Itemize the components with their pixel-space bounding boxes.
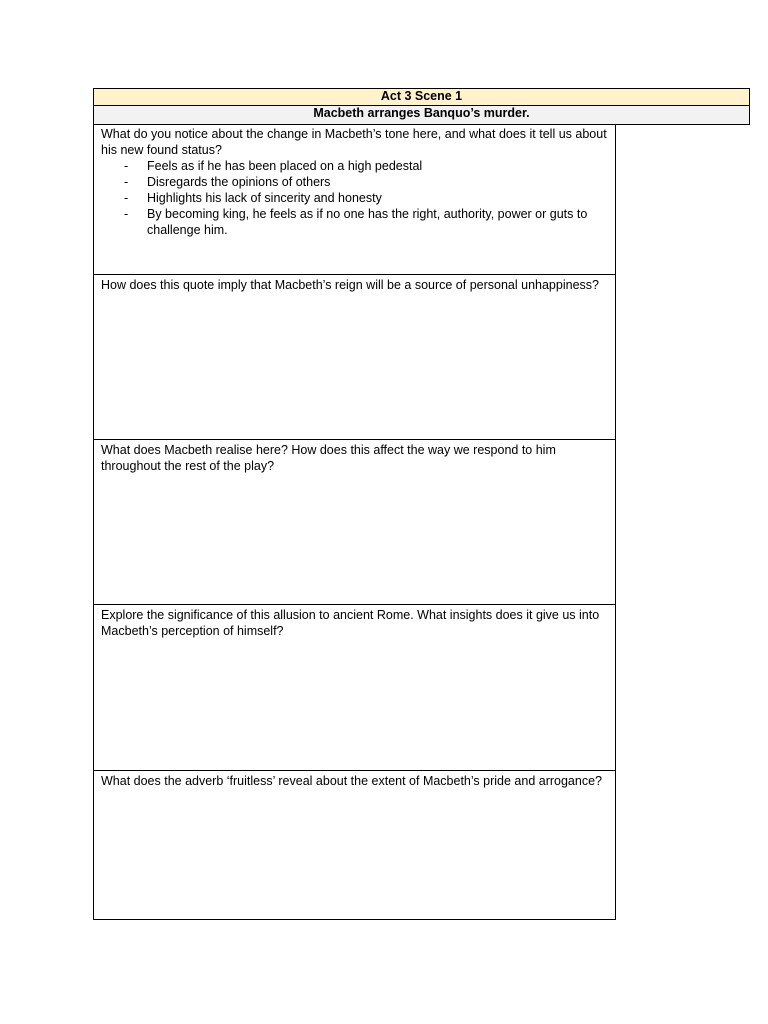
answer-item: - Feels as if he has been placed on a high pedestal: [124, 159, 423, 173]
question-text-2: How does this quote imply that Macbeth’s reign will be a source of personal unhappiness?: [101, 278, 599, 292]
bullet-dash: -: [124, 175, 129, 189]
answer-item: - By becoming king, he feels as if no one has the right, authority, power or guts to challenge him.: [124, 207, 588, 237]
question-box-3[interactable]: [93, 439, 616, 605]
answer-item: - Disregards the opinions of others: [124, 175, 331, 189]
scene-subtitle: Macbeth arranges Banquo’s murder.: [93, 106, 750, 125]
question-text-3: What does Macbeth realise here? How does this affect the way we respond to him throughout the rest of the play?: [101, 443, 556, 473]
question-text-1: What do you notice about the change in Macbeth’s tone here, and what does it tell us about his new found status?: [101, 127, 607, 157]
question-box-4[interactable]: [93, 604, 616, 771]
bullet-dash: -: [124, 207, 129, 221]
question-box-5[interactable]: [93, 770, 616, 920]
question-box-1[interactable]: [93, 124, 616, 275]
question-text-4: Explore the significance of this allusion to ancient Rome. What insights does it give us into Macbeth’s perception of himself?: [101, 608, 600, 638]
bullet-dash: -: [124, 191, 129, 205]
answer-item: - Highlights his lack of sincerity and honesty: [124, 191, 382, 205]
question-text-5: What does the adverb ‘fruitless’ reveal about the extent of Macbeth’s pride and arrogance?: [101, 774, 602, 788]
answer-list-1: [101, 158, 608, 238]
bullet-dash: -: [124, 159, 129, 173]
question-box-2[interactable]: [93, 274, 616, 440]
scene-title: Act 3 Scene 1: [93, 88, 750, 106]
